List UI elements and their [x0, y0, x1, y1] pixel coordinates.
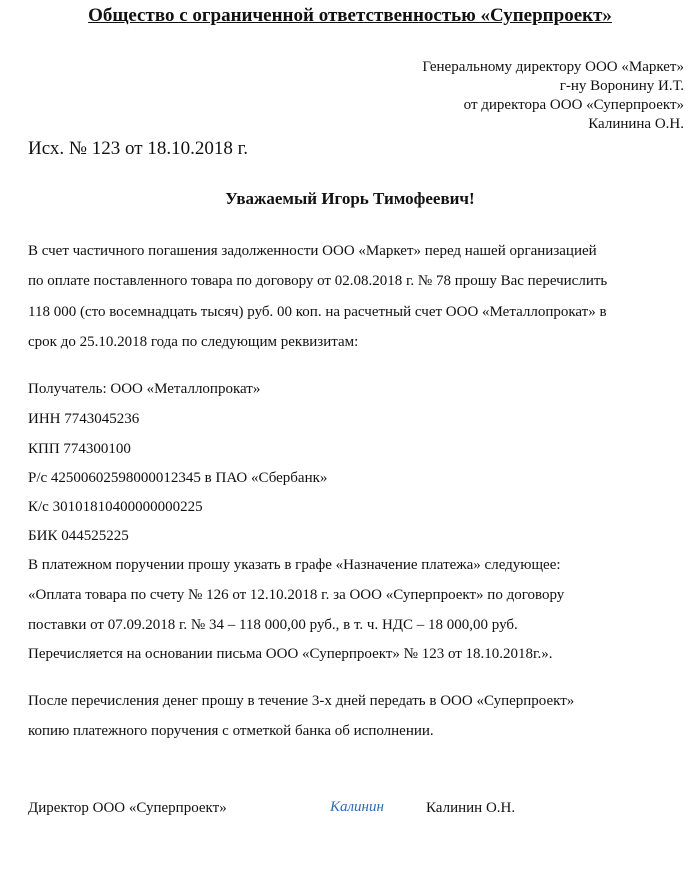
- requisite-inn: ИНН 7743045236: [28, 411, 140, 427]
- outgoing-reference: Исх. № 123 от 18.10.2018 г.: [28, 138, 248, 159]
- addressee-line: Калинина О.Н.: [588, 116, 684, 132]
- greeting: Уважаемый Игорь Тимофеевич!: [225, 189, 475, 208]
- requisite-kpp: КПП 774300100: [28, 441, 131, 457]
- body-line: копию платежного поручения с отметкой банка об исполнении.: [28, 723, 434, 739]
- body-line: В счет частичного погашения задолженности ООО «Маркет» перед нашей организацией: [28, 243, 597, 259]
- body-line: срок до 25.10.2018 года по следующим реквизитам:: [28, 334, 359, 350]
- payment-purpose-line: поставки от 07.09.2018 г. № 34 – 118 000,00 руб., в т. ч. НДС – 18 000,00 руб.: [28, 617, 518, 633]
- addressee-line: Генеральному директору ООО «Маркет»: [422, 59, 684, 75]
- payment-purpose-line: «Оплата товара по счету № 126 от 12.10.2018 г. за ООО «Суперпроект» по договору: [28, 587, 565, 603]
- body-line: После перечисления денег прошу в течение 3-х дней передать в ООО «Суперпроект»: [28, 693, 575, 709]
- handwritten-signature: Калинин: [330, 799, 384, 815]
- requisite-account: Р/с 42500602598000012345 в ПАО «Сбербанк»: [28, 470, 328, 486]
- company-title: Общество с ограниченной ответственностью «Суперпроект»: [88, 5, 612, 26]
- addressee-line: от директора ООО «Суперпроект»: [463, 97, 684, 113]
- body-line: 118 000 (сто восемнадцать тысяч) руб. 00 коп. на расчетный счет ООО «Металлопрокат» в: [28, 304, 607, 320]
- requisite-recipient: Получатель: ООО «Металлопрокат»: [28, 381, 261, 397]
- addressee-block: [422, 58, 684, 134]
- payment-purpose-line: Перечисляется на основании письма ООО «Суперпроект» № 123 от 18.10.2018г.».: [28, 646, 553, 662]
- signatory-name: Калинин О.Н.: [426, 800, 516, 816]
- signatory-position: Директор ООО «Суперпроект»: [28, 800, 227, 816]
- body-line: по оплате поставленного товара по договору от 02.08.2018 г. № 78 прошу Вас перечислить: [28, 273, 608, 289]
- requisite-corr-account: К/с 30101810400000000225: [28, 499, 203, 515]
- addressee-line: г-ну Воронину И.Т.: [559, 78, 684, 94]
- payment-purpose-line: В платежном поручении прошу указать в графе «Назначение платежа» следующее:: [28, 557, 561, 573]
- requisite-bik: БИК 044525225: [28, 528, 129, 544]
